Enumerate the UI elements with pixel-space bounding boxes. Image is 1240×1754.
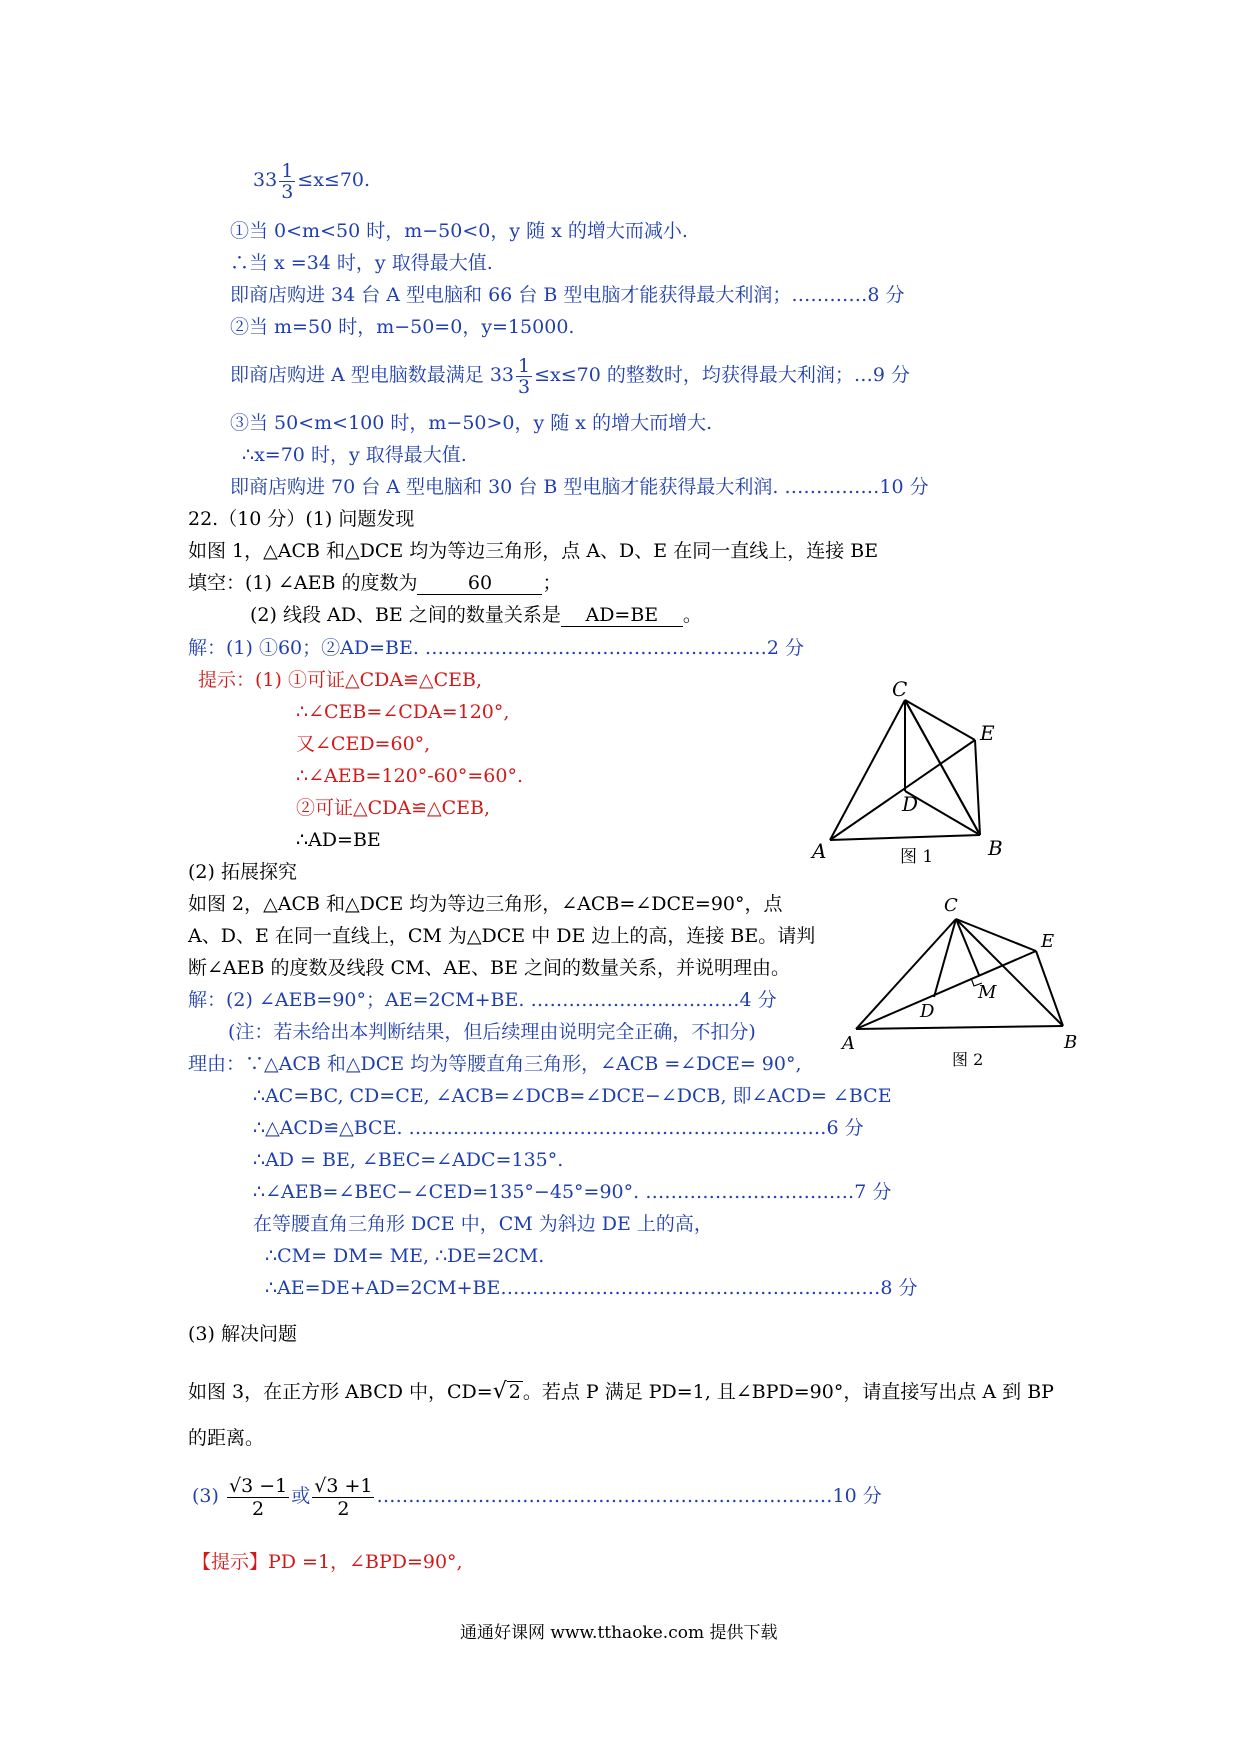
fig2-label-D: D <box>920 1001 935 1022</box>
reason-4: ∴AD = BE, ∠BEC=∠ADC=135°. <box>253 1149 564 1171</box>
fig1-label-A: A <box>812 839 827 863</box>
seg-AE <box>830 740 975 840</box>
hint-line3: 又∠CED=60°, <box>296 733 431 755</box>
hint-line1: 提示：(1) ①可证△CDA≌△CEB, <box>198 669 482 691</box>
sqrt-sign-1: √ <box>228 1474 242 1497</box>
figure-2 <box>838 893 1088 1073</box>
figure-1 <box>800 680 1030 865</box>
part2-q3: 断∠AEB 的度数及线段 CM、AE、BE 之间的数量关系，并说明理由。 <box>188 957 791 979</box>
seg2-AE <box>856 951 1036 1029</box>
fig2-label-B: B <box>1064 1032 1078 1053</box>
reason-6: 在等腰直角三角形 DCE 中，CM 为斜边 DE 上的高， <box>253 1213 713 1235</box>
sqrt-radicand: 2 <box>508 1381 521 1403</box>
hint-line5: ②可证△CDA≌△CEB, <box>296 797 491 819</box>
q22-solution1: 解：(1) ①60；②AD=BE. ………………………………………………2 分 <box>188 637 805 659</box>
seg2-AB <box>856 1026 1063 1029</box>
footer-credit: 通通好课网 www.tthaoke.com 提供下载 <box>460 1623 778 1643</box>
part3-q1: 如图 3，在正方形 ABCD 中，CD=√ 2 。若点 P 满足 PD=1, 且∠BPD=90°，请直接写出点 A 到 BP <box>188 1379 1054 1404</box>
reason-8: ∴AE=DE+AD=2CM+BE……………………………………………………8 分 <box>265 1277 918 1299</box>
part3-hint: 【提示】PD =1，∠BPD=90°, <box>192 1551 463 1573</box>
hint-line4: ∴∠AEB=120°-60°=60°. <box>296 765 523 787</box>
fig2-caption: 图 2 <box>952 1050 984 1069</box>
case1-line1: ①当 0<m<50 时，m−50<0，y 随 x 的增大而减小. <box>230 220 688 242</box>
case2-fraction: $\frac{1}{3}$ <box>518 354 531 398</box>
part2-q1: 如图 2，△ACB 和△DCE 均为等边三角形，∠ACB=∠DCE=90°，点 <box>188 893 783 915</box>
part2-q2: A、D、E 在同一直线上，CM 为△DCE 中 DE 边上的高，连接 BE。请判 <box>188 925 816 947</box>
fig1-label-B: B <box>988 836 1003 860</box>
case1-line3: 即商店购进 34 台 A 型电脑和 66 台 B 型电脑才能获得最大利润；…………8 分 <box>230 284 905 306</box>
seg2-EB <box>1036 951 1063 1026</box>
ineq-fraction: $\frac{1}{3}$ <box>281 159 294 203</box>
fig2-label-E: E <box>1041 931 1055 952</box>
sqrt-sign-2: √ <box>314 1474 327 1497</box>
fig1-label-E: E <box>980 721 995 745</box>
case3-line2: ∴x=70 时，y 取得最大值. <box>242 444 467 466</box>
reason-7: ∴CM= DM= ME, ∴DE=2CM. <box>265 1245 545 1267</box>
fig2-label-C: C <box>944 895 958 916</box>
reason-2: ∴AC=BC, CD=CE, ∠ACB=∠DCB=∠DCE−∠DCB, 即∠ACD= ∠BCE <box>253 1085 892 1107</box>
fig1-label-C: C <box>892 680 908 701</box>
fill2-answer: AD=BE <box>561 604 683 627</box>
hint-line6: ∴AD=BE <box>296 829 381 851</box>
part2-solution: 解：(2) ∠AEB=90°；AE=2CM+BE. ……………………………4 分 <box>188 989 777 1011</box>
answer-fraction-1: $\frac{√3 -1}{2}$ <box>228 1474 288 1520</box>
reason-5: ∴∠AEB=∠BEC−∠CED=135°−45°=90°. ……………………………7 分 <box>253 1181 892 1203</box>
case2-line2: 即商店购进 A 型电脑数最满足 33 $\frac{1}{3}$ ≤x≤70 的整数时，均获得最大利润；…9 分 <box>230 354 911 398</box>
q22-header: 22.（10 分）(1) 问题发现 <box>188 508 415 530</box>
fill1-answer: 60 <box>417 572 542 595</box>
case2-line1: ②当 m=50 时，m−50=0，y=15000. <box>230 316 575 338</box>
inequality-line <box>253 160 370 202</box>
fig1-label-D: D <box>902 792 919 816</box>
ineq-whole: 33 <box>253 169 278 191</box>
part3-header: (3) 解决问题 <box>188 1323 297 1345</box>
fig2-label-A: A <box>842 1033 855 1054</box>
seg-EB <box>975 740 980 835</box>
part2-note: (注：若未给出本判断结果，但后续理由说明完全正确，不扣分) <box>228 1021 756 1043</box>
hint-line2: ∴∠CEB=∠CDA=120°, <box>296 701 510 723</box>
seg-AC <box>830 700 905 840</box>
fig2-label-M: M <box>978 982 997 1003</box>
reason-1: 理由：∵△ACB 和△DCE 均为等腰直角三角形，∠ACB =∠DCE= 90°, <box>188 1053 802 1075</box>
fig1-caption: 图 1 <box>900 847 934 865</box>
reason-3: ∴△ACD≌△BCE. …………………………………………………………6 分 <box>253 1117 864 1139</box>
q22-fill2: (2) 线段 AD、BE 之间的数量关系是 AD=BE 。 <box>250 604 702 626</box>
q22-fill1: 填空：(1) ∠AEB 的度数为 60 ； <box>188 572 562 594</box>
answer-fraction-2: $\frac{√3 +1}{2}$ <box>314 1474 373 1520</box>
part3-answer: (3) $\frac{√3 -1}{2}$ 或 $\frac{√3 +1}{2}$ ………………………………………………………………10 分 <box>192 1474 882 1520</box>
part2-header: (2) 拓展探究 <box>188 861 297 883</box>
case3-line1: ③当 50<m<100 时，m−50>0，y 随 x 的增大而增大. <box>230 412 713 434</box>
part3-q2: 的距离。 <box>188 1427 265 1449</box>
q22-intro: 如图 1，△ACB 和△DCE 均为等边三角形，点 A、D、E 在同一直线上，连接 BE <box>188 540 879 562</box>
ineq-rest: ≤x≤70. <box>297 169 371 191</box>
seg-AB <box>830 835 980 840</box>
sqrt-sign: √ <box>492 1379 507 1404</box>
case3-line3: 即商店购进 70 台 A 型电脑和 30 台 B 型电脑才能获得最大利润. ……………10 分 <box>230 476 929 498</box>
case1-line2: ∴当 x =34 时，y 取得最大值. <box>230 252 493 274</box>
